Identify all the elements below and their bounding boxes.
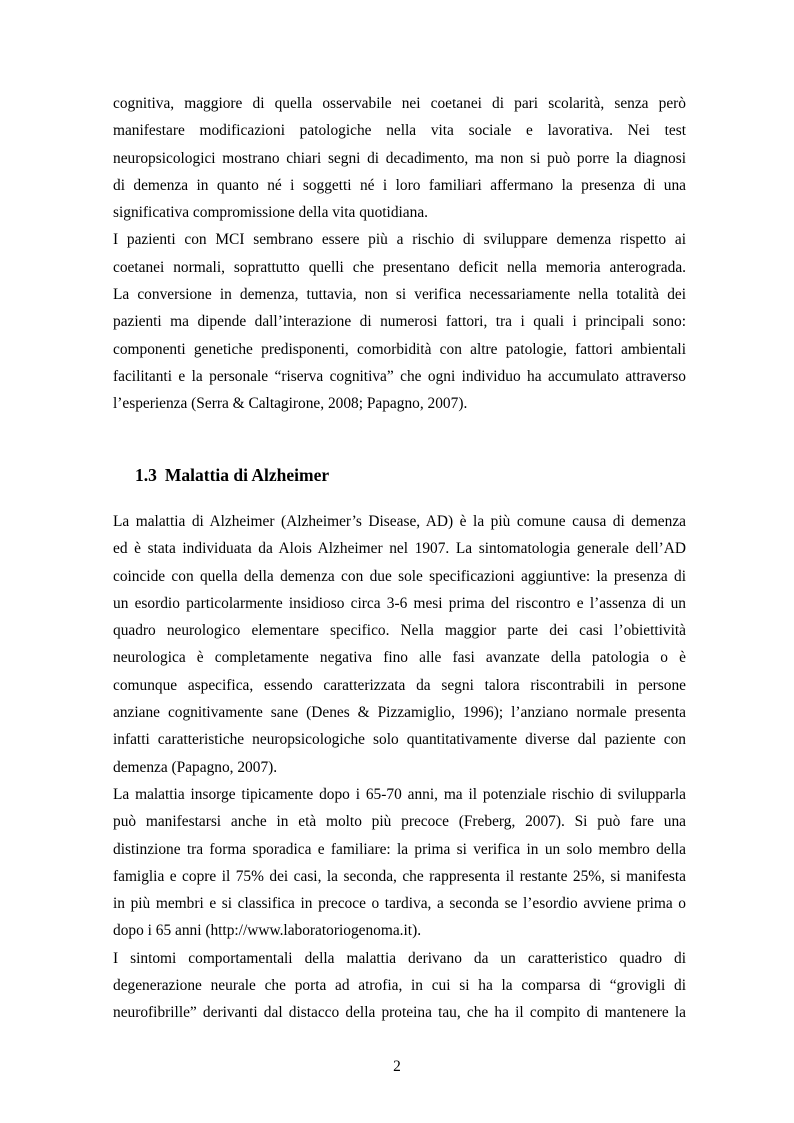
section-body [113, 508, 686, 1027]
section-heading [135, 465, 329, 486]
text-line: neuropsicologici mostrano chiari segni di decadimento, ma non si può porre la diagnosi [113, 149, 686, 167]
text-line: componenti genetiche predisponenti, comorbidità con altre patologie, fattori ambientali [113, 340, 686, 358]
text-line: anziane cognitivamente sane (Denes & Pizzamiglio, 1996); l’anziano normale presenta [113, 704, 686, 722]
page-number: 2 [393, 1058, 401, 1075]
text-line: un esordio particolarmente insidioso circa 3-6 mesi prima del riscontro e l’assenza di un [113, 594, 686, 612]
text-line: dopo i 65 anni (http://www.laboratoriogenoma.it). [113, 922, 422, 940]
text-line: neurologica è completamente negativa fino alle fasi avanzate della patologia o è [113, 649, 686, 667]
text-line: La malattia di Alzheimer (Alzheimer’s Disease, AD) è la più comune causa di demenza [113, 513, 686, 530]
section-title: Malattia di Alzheimer [164, 465, 330, 485]
text-line: La malattia insorge tipicamente dopo i 65-70 anni, ma il potenziale rischio di svilupparla [113, 785, 686, 803]
text-line: ed è stata individuata da Alois Alzheimer nel 1907. La sintomatologia generale dell’AD [113, 540, 686, 558]
text-line: distinzione tra forma sporadica e familiare: la prima si verifica in un solo membro della [113, 840, 686, 858]
text-line: di demenza in quanto né i soggetti né i loro familiari affermano la presenza di una [113, 176, 686, 194]
text-line: I sintomi comportamentali della malattia derivano da un caratteristico quadro di [113, 949, 686, 967]
text-line: l’esperienza (Serra & Caltagirone, 2008; Papagno, 2007). [113, 395, 468, 413]
text-line: pazienti ma dipende dall’interazione di numerosi fattori, tra i quali i principali sono: [113, 313, 686, 331]
section-number: 1.3 [135, 465, 157, 485]
text-line: manifestare modificazioni patologiche nella vita sociale e lavorativa. Nei test [113, 122, 686, 140]
text-line: comunque aspecifica, essendo caratterizzata da segni talora riscontrabili in persone [113, 676, 686, 694]
text-line: La conversione in demenza, tuttavia, non si verifica necessariamente nella totalità dei [113, 286, 686, 304]
text-line: quadro neurologico elementare specifico. Nella maggior parte dei casi l’obiettività [113, 622, 686, 640]
text-line: in più membri e si classifica in precoce o tardiva, a seconda se l’esordio avviene prima o [113, 895, 686, 913]
text-line: significativa compromissione della vita quotidiana. [113, 204, 429, 222]
text-line: demenza (Papagno, 2007). [113, 758, 278, 776]
text-line: I pazienti con MCI sembrano essere più a rischio di sviluppare demenza rispetto ai [113, 231, 686, 249]
text-line: facilitanti e la personale “riserva cognitiva” che ogni individuo ha accumulato attraverso [113, 367, 686, 385]
text-line: cognitiva, maggiore di quella osservabile nei coetanei di pari scolarità, senza però [113, 95, 686, 112]
text-line: coincide con quella della demenza con due sole specificazioni aggiuntive: la presenza di [113, 567, 686, 585]
text-line: coetanei normali, soprattutto quelli che presentano deficit nella memoria anterograda. [113, 258, 686, 276]
text-line: famiglia e copre il 75% dei casi, la seconda, che rappresenta il restante 25%, si manifesta [113, 867, 686, 885]
text-line: può manifestarsi anche in età molto più precoce (Freberg, 2007). Si può fare una [113, 813, 686, 831]
text-line: infatti caratteristiche neuropsicologiche solo quantitativamente diverse dal paziente con [113, 731, 686, 749]
paragraph-1 [113, 90, 686, 418]
text-line: degenerazione neurale che porta ad atrofia, in cui si ha la comparsa di “grovigli di [113, 977, 686, 995]
text-line: neurofibrille” derivanti dal distacco della proteina tau, che ha il compito di mantenere la [113, 1004, 686, 1022]
